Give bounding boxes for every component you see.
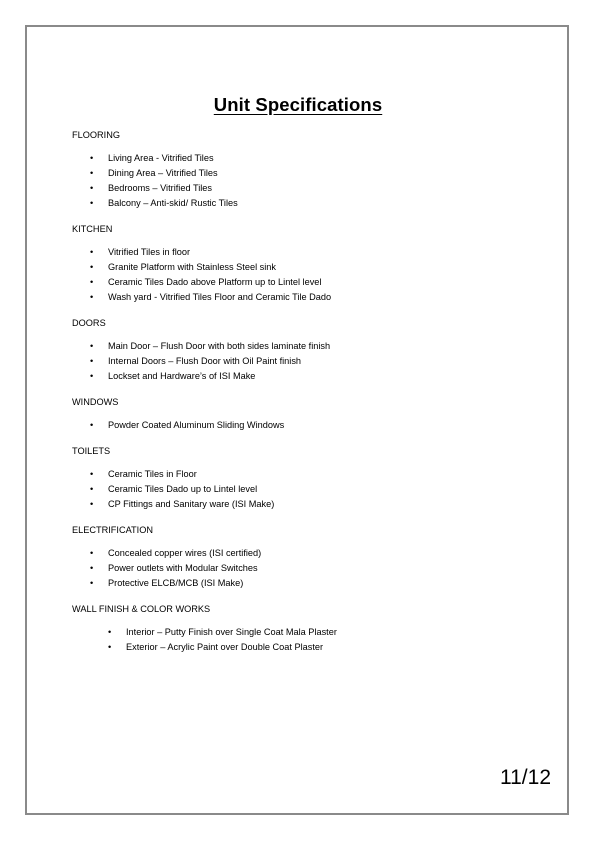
bullet-icon: • xyxy=(90,153,94,163)
list-item-text: Ceramic Tiles Dado up to Lintel level xyxy=(108,484,258,494)
list-item-text: Power outlets with Modular Switches xyxy=(108,563,258,573)
list-item-text: Dining Area – Vitrified Tiles xyxy=(108,168,218,178)
bullet-icon: • xyxy=(90,262,94,272)
list-item-text: Bedrooms – Vitrified Tiles xyxy=(108,183,212,193)
bullet-icon: • xyxy=(90,484,94,494)
bullet-icon: • xyxy=(90,247,94,257)
bullet-icon: • xyxy=(90,341,94,351)
section-heading-toilets: TOILETS xyxy=(72,446,111,456)
windows-list xyxy=(72,419,552,434)
list-item xyxy=(72,419,552,434)
bullet-icon: • xyxy=(90,469,94,479)
toilets-list xyxy=(72,468,552,513)
list-item xyxy=(72,182,552,197)
bullet-icon: • xyxy=(90,183,94,193)
list-item xyxy=(72,562,552,577)
list-item-text: Ceramic Tiles Dado above Platform up to Lintel level xyxy=(108,277,322,287)
list-item-text: Balcony – Anti-skid/ Rustic Tiles xyxy=(108,198,238,208)
list-item-text: Interior – Putty Finish over Single Coat Mala Plaster xyxy=(126,627,337,637)
list-item xyxy=(72,197,552,212)
list-item-text: Concealed copper wires (ISI certified) xyxy=(108,548,262,558)
list-item-text: Ceramic Tiles in Floor xyxy=(108,469,197,479)
bullet-icon: • xyxy=(90,356,94,366)
wall-finish-list xyxy=(72,626,552,656)
list-item-text: Living Area - Vitrified Tiles xyxy=(108,153,214,163)
list-item xyxy=(72,577,552,592)
list-item xyxy=(72,340,552,355)
list-item xyxy=(72,167,552,182)
bullet-icon: • xyxy=(90,578,94,588)
bullet-icon: • xyxy=(108,642,112,652)
flooring-list xyxy=(72,152,552,212)
section-heading-windows: WINDOWS xyxy=(72,397,119,407)
bullet-icon: • xyxy=(90,563,94,573)
list-item-text: CP Fittings and Sanitary ware (ISI Make) xyxy=(108,499,275,509)
list-item-text: Granite Platform with Stainless Steel sink xyxy=(108,262,276,272)
list-item xyxy=(72,547,552,562)
bullet-icon: • xyxy=(90,292,94,302)
bullet-icon: • xyxy=(90,371,94,381)
doors-list xyxy=(72,340,552,385)
list-item-text: Powder Coated Aluminum Sliding Windows xyxy=(108,420,285,430)
page-number: 11/12 xyxy=(500,766,551,789)
list-item-text: Protective ELCB/MCB (ISI Make) xyxy=(108,578,244,588)
list-item xyxy=(72,261,552,276)
bullet-icon: • xyxy=(108,627,112,637)
list-item xyxy=(72,355,552,370)
section-heading-flooring: FLOORING xyxy=(72,130,120,140)
list-item xyxy=(72,641,552,656)
bullet-icon: • xyxy=(90,168,94,178)
electrification-list xyxy=(72,547,552,592)
list-item xyxy=(72,152,552,167)
bullet-icon: • xyxy=(90,499,94,509)
list-item xyxy=(72,291,552,306)
list-item xyxy=(72,276,552,291)
list-item-text: Internal Doors – Flush Door with Oil Paint finish xyxy=(108,356,302,366)
list-item-text: Exterior – Acrylic Paint over Double Coat Plaster xyxy=(126,642,324,652)
page-title: Unit Specifications xyxy=(213,94,383,115)
list-item xyxy=(72,468,552,483)
bullet-icon: • xyxy=(90,420,94,430)
bullet-icon: • xyxy=(90,548,94,558)
list-item-text: Vitrified Tiles in floor xyxy=(108,247,191,257)
list-item xyxy=(72,246,552,261)
specifications-content xyxy=(72,129,552,667)
section-heading-kitchen: KITCHEN xyxy=(72,224,113,234)
list-item-text: Wash yard - Vitrified Tiles Floor and Ceramic Tile Dado xyxy=(108,292,332,302)
bullet-icon: • xyxy=(90,198,94,208)
list-item xyxy=(72,370,552,385)
list-item-text: Main Door – Flush Door with both sides laminate finish xyxy=(108,341,331,351)
section-heading-doors: DOORS xyxy=(72,318,106,328)
list-item xyxy=(72,626,552,641)
list-item xyxy=(72,483,552,498)
kitchen-list xyxy=(72,246,552,306)
bullet-icon: • xyxy=(90,277,94,287)
section-heading-electrification: ELECTRIFICATION xyxy=(72,525,153,535)
section-heading-wall-finish: WALL FINISH & COLOR WORKS xyxy=(72,604,211,614)
list-item xyxy=(72,498,552,513)
list-item-text: Lockset and Hardware’s of ISI Make xyxy=(108,371,256,381)
